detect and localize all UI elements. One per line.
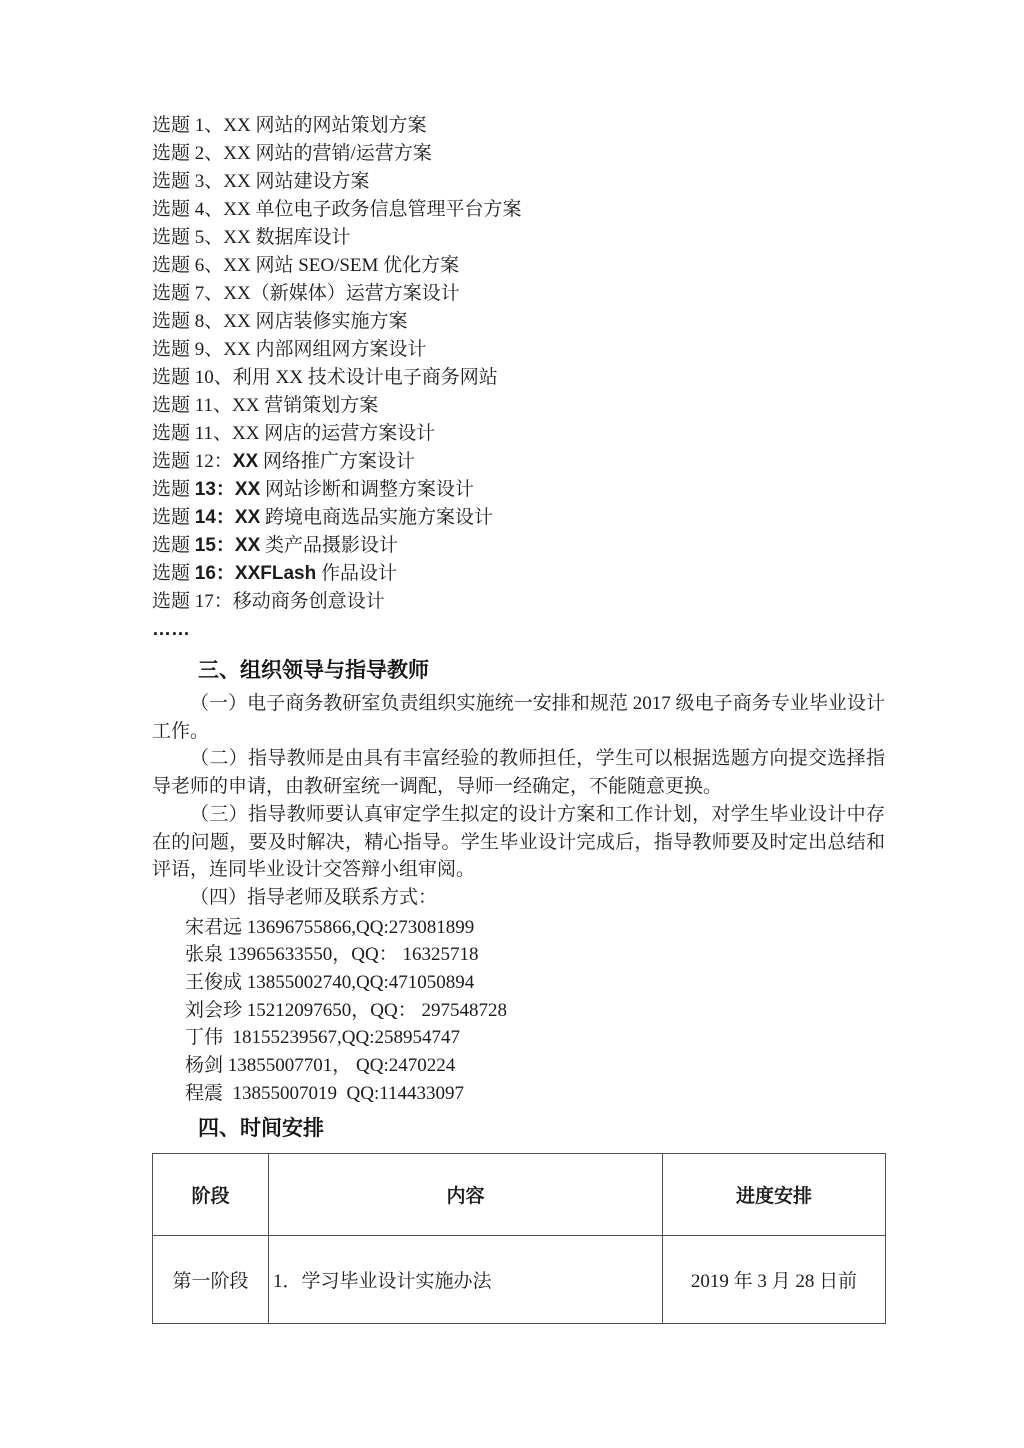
topic-item-2 xyxy=(152,140,885,168)
topic-text: 选题 xyxy=(152,535,195,556)
topic-item-3 xyxy=(152,168,885,196)
contact-line-7: 程震 13855007019 QQ:114433097 xyxy=(185,1082,465,1104)
ellipsis-text: …… xyxy=(152,619,190,640)
topic-text: 选题 5、XX 数据库设计 xyxy=(152,227,351,248)
header-cell-content: 内容 xyxy=(269,1153,663,1235)
topic-item-11 xyxy=(152,392,885,420)
section3-paragraph-3: （三）指导教师要认真审定学生拟定的设计方案和工作计划，对学生毕业设计中存在的问题，要及时解决，精心指导。学生毕业设计完成后，指导教师要及时定出总结和评语，连同毕业设计交答辩小组审阅。 xyxy=(152,803,885,881)
topic-item-1 xyxy=(152,112,885,140)
schedule-table xyxy=(152,1153,886,1324)
contact-line-1: 宋君远 13696755866,QQ:273081899 xyxy=(185,916,475,938)
section4-heading: 四、时间安排 xyxy=(198,1116,324,1140)
cell-content: 1．学习毕业设计实施办法 xyxy=(269,1235,663,1323)
topic-item-13 xyxy=(152,476,885,504)
topic-text: 选题 xyxy=(152,507,195,528)
contact-line-5: 丁伟 18155239567,QQ:258954747 xyxy=(185,1027,460,1049)
table-header-row xyxy=(153,1153,886,1235)
header-cell-schedule: 进度安排 xyxy=(663,1153,886,1235)
topic-text: 选题 6、XX 网站 SEO/SEM 优化方案 xyxy=(152,255,460,276)
contact-line-2: 张泉 13965633550，QQ： 16325718 xyxy=(185,944,479,966)
contact-line-6: 杨剑 13855007701， QQ:2470224 xyxy=(185,1055,456,1077)
section3-paragraph-2: （二）指导教师是由具有丰富经验的教师担任，学生可以根据选题方向提交选择指导老师的申请，由教研室统一调配，导师一经确定，不能随意更换。 xyxy=(152,748,885,798)
section3-paragraph-1: （一）电子商务教研室负责组织实施统一安排和规范 2017 级电子商务专业毕业设计工作。 xyxy=(152,693,885,742)
topic-text: 选题 8、XX 网店装修实施方案 xyxy=(152,311,408,332)
topic-text: 选题 1、XX 网站的网站策划方案 xyxy=(152,115,427,136)
cell-stage: 第一阶段 xyxy=(153,1235,269,1323)
topic-text: 选题 xyxy=(152,479,195,500)
topic-text: 作品设计 xyxy=(316,563,397,584)
topic-item-16 xyxy=(152,560,885,588)
topic-text: 网站诊断和调整方案设计 xyxy=(260,479,475,500)
topic-item-8 xyxy=(152,308,885,336)
section3-heading: 三、组织领导与指导教师 xyxy=(198,659,429,682)
header-cell-stage: 阶段 xyxy=(153,1153,269,1235)
topic-text: 选题 10、利用 XX 技术设计电子商务网站 xyxy=(152,367,498,388)
topic-text-bold: 15：XX xyxy=(194,535,261,556)
contact-line-3: 王俊成 13855002740,QQ:471050894 xyxy=(185,972,475,994)
topic-item-6 xyxy=(152,252,885,280)
topic-text: 选题 4、XX 单位电子政务信息管理平台方案 xyxy=(152,199,522,220)
topic-item-12 xyxy=(152,448,885,476)
advisor-contact-list xyxy=(185,914,885,1108)
topic-item-10 xyxy=(152,364,885,392)
topic-text-bold: XX xyxy=(232,451,259,472)
contact-line-4: 刘会珍 15212097650，QQ： 297548728 xyxy=(185,999,507,1021)
topic-text: 选题 11、XX 网店的运营方案设计 xyxy=(152,423,436,444)
section3-paragraph-4: （四）指导老师及联系方式： xyxy=(190,886,438,908)
topic-text-bold: 13：XX xyxy=(194,479,261,500)
topic-text-bold: 14：XX xyxy=(194,507,261,528)
topic-text: 选题 17：移动商务创意设计 xyxy=(152,591,385,612)
topic-item-11b xyxy=(152,420,885,448)
topic-list xyxy=(152,0,885,644)
table-row xyxy=(153,1235,886,1323)
topic-item-17 xyxy=(152,588,885,616)
topic-text: 选题 11、XX 营销策划方案 xyxy=(152,395,379,416)
topic-item-5 xyxy=(152,224,885,252)
cell-schedule: 2019 年 3 月 28 日前 xyxy=(663,1235,886,1323)
topic-text: 类产品摄影设计 xyxy=(260,535,399,556)
topic-item-15 xyxy=(152,532,885,560)
topic-text-bold: 16：XXFLash xyxy=(194,563,317,584)
topic-item-4 xyxy=(152,196,885,224)
topic-text: 跨境电商选品实施方案设计 xyxy=(260,507,494,528)
topic-item-9 xyxy=(152,336,885,364)
topic-text: 网络推广方案设计 xyxy=(258,451,415,472)
topic-text: 选题 7、XX（新媒体）运营方案设计 xyxy=(152,283,460,304)
topic-text: 选题 12： xyxy=(152,451,233,472)
topic-text: 选题 9、XX 内部网组网方案设计 xyxy=(152,339,427,360)
document-content xyxy=(152,0,885,1324)
topic-item-ellipsis xyxy=(152,616,885,644)
topic-text: 选题 xyxy=(152,563,195,584)
topic-item-7 xyxy=(152,280,885,308)
topic-text: 选题 2、XX 网站的营销/运营方案 xyxy=(152,143,432,164)
topic-item-14 xyxy=(152,504,885,532)
topic-text: 选题 3、XX 网站建设方案 xyxy=(152,171,370,192)
